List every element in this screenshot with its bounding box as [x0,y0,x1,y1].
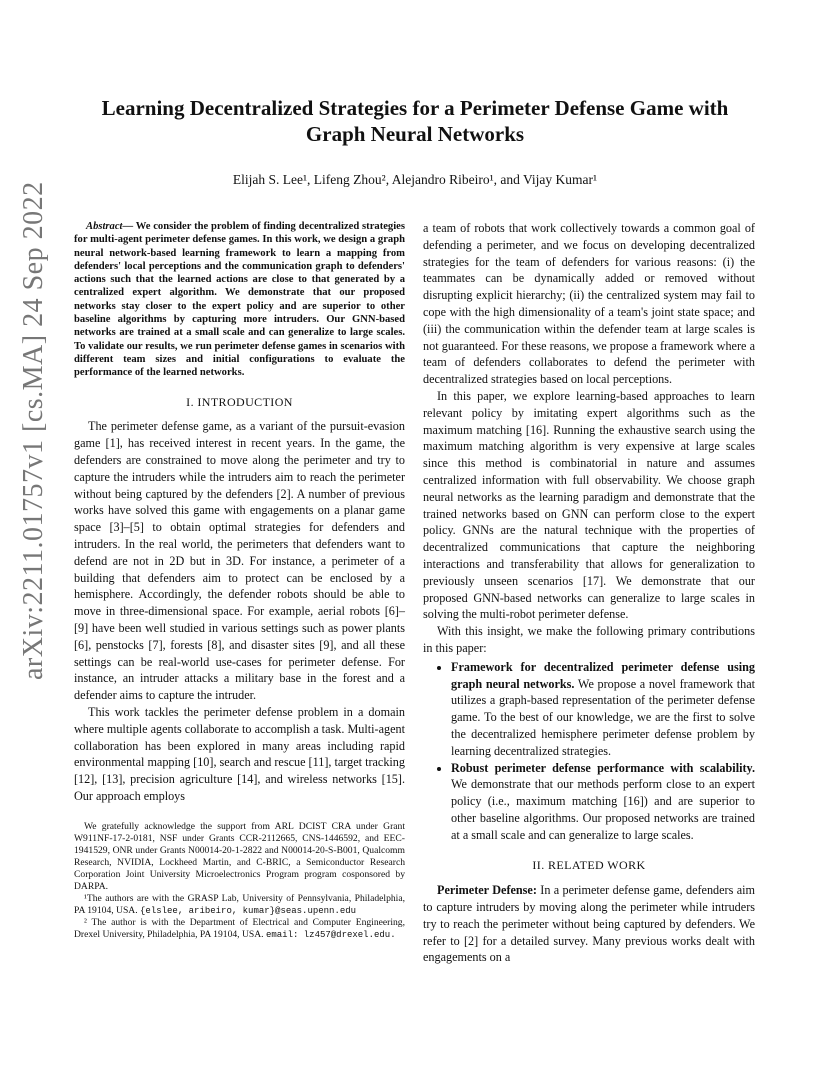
abstract [74,220,405,380]
author-list: Elijah S. Lee¹, Lifeng Zhou², Alejandro Ribeiro¹, and Vijay Kumar¹ [232,172,598,187]
paper-title: Learning Decentralized Strategies for a Perimeter Defense Game with Graph Neural Networks [101,96,729,146]
abstract-text: — We consider the problem of finding decentralized strategies for multi-agent perimeter defense games. In this work, we design a graph neural network-based learning framework to learn a mapping from defenders' local perceptions and the communication graph to defenders' actions such that the learned actions are close to that generated by a centralized expert algorithm. We demonstrate that our proposed networks stay closer to the expert policy and are superior to other baseline algorithms by capturing more intruders. Our GNN-based networks are trained at a small scale and can generalize to large scales. To validate our results, we run perimeter defense games in scenarios with different team sizes and initial configurations to evaluate the performance of the learned networks. [74,221,405,379]
intro-paragraph-1: The perimeter defense game, as a variant of the pursuit-evasion game [1], has received interest in recent years. In the game, the defenders are constrained to move along the perimeter and try to capture the intruders while the intruders aim to reach the perimeter without being captured by the defenders [2]. A number of previous works have solved this game with engagements on a planar game space [3]–[5] to obtain optimal strategies for defenders and intruders. In the real world, the perimeters that defenders want to defend are not in 2D but in 3D. For instance, a perimeter of a building that defenders aim to protect can be enclosed by a hemisphere. Accordingly, the defender robots should be able to move in three-dimensional space. For example, aerial robots [6]–[9] have been well studied in various settings such as power plants [6], penstocks [7], forests [8], and disaster sites [9], and all these settings can be real-world use-cases for perimeter defense. For instance, an intruder attacks a military base in the forest and a defender aims to capture the intruder. [74,419,405,703]
footnote-1-text: ¹The authors are with the GRASP Lab, University of Pennsylvania, Philadelphia, PA 19104, USA. [74,892,405,916]
footnote-1-email: {elslee, aribeiro, kumar}@seas.upenn.edu [140,905,357,916]
contributions-list [423,659,755,844]
footnote-2-email: email: lz457@drexel.edu. [265,929,396,940]
right-column [423,220,755,966]
intro-paragraph-5: With this insight, we make the following primary contributions in this paper: [423,624,755,655]
contribution-item-2 [451,760,755,844]
footnotes [74,821,405,941]
contribution-1-title: Framework for decentralized perimeter defense using graph neural networks. [451,659,755,691]
left-column [74,220,405,941]
related-work-subheading: Perimeter Defense: [437,883,537,898]
related-work-text: In a perimeter defense game, defenders aim to capture intruders by moving along the perimeter while intruders try to reach the perimeter without being captured by defenders. We refer to [2] for a detailed survey. Many previous works dealt with engagements on a [423,883,755,965]
contribution-1-text: We propose a novel framework that utilizes a graph-based representation of the perimeter defense game. To the best of our knowledge, we are the first to solve the decentralized hemisphere perimeter defense problem by learning decentralized strategies. [451,676,755,758]
intro-paragraph-4: In this paper, we explore learning-based approaches to learn relevant policy by imitating expert algorithms such as the maximum matching [16]. Running the exhaustive search using the maximum matching algorithm is very expensive at large scales since this method is combinatorial in nature and assumes centralized information with full observability. We choose graph neural networks as the learning paradigm and demonstrate that the trained networks based on GNN can perform close to the expert policy. GNNs are the natural technique with the properties of decentralized communications that capture the neighboring interactions and transferability that allows for generalization to previously unseen scenarios [17]. We demonstrate that our proposed GNN-based networks can generalize to large scales in solving the multi-robot perimeter defense. [423,388,755,622]
footnote-2 [74,917,405,941]
intro-paragraph-2: This work tackles the perimeter defense problem in a domain where multiple agents collaborate to accomplish a task. Multi-agent collaboration has been explored in many areas including rapid environmental mapping [10], search and rescue [11], target tracking [12], [13], precision agriculture [14], and wireless networks [15]. Our approach employs [74,704,405,803]
contribution-2-title: Robust perimeter defense performance with scalability. [451,760,755,775]
arxiv-identifier: arXiv:2211.01757v1 [cs.MA] 24 Sep 2022 [18,181,49,680]
footnote-acknowledgment: We gratefully acknowledge the support from ARL DCIST CRA under Grant W911NF-17-2-0181, NSF under Grants CCR-2112665, CNS-1446592, and EEC-1941529, ONR under Grants N00014-20-1-2822 and N00014-20-S-B001, Qualcomm Research, NVIDIA, Lockheed Martin, and C-BRIC, a Semiconductor Research Corporation Joint University Microelectronics Program program cosponsored by DARPA. [74,820,405,892]
intro-paragraph-3: a team of robots that work collectively towards a common goal of defending a perimeter, and we focus on developing decentralized strategies for the team of defenders for various reasons: (i) the teammates can be dynamically added or removed without disrupting explicit hierarchy; (ii) the centralized system may fail to cope with the high dimensionality of a team's joint state space; and (iii) the communication within the defender team at large scales is not guaranteed. For these reasons, we propose a framework where a team of defenders collaborates to defend the perimeter with decentralized strategies based on local perceptions. [423,221,755,387]
related-work-paragraph [423,882,755,966]
contribution-item-1 [451,659,755,760]
contribution-2-text: We demonstrate that our methods perform close to an expert policy (i.e., maximum matching [16]) and are superior to other baseline algorithms. Our proposed networks are trained at a small scale and can generalize to large scales. [451,777,755,842]
footnote-1 [74,893,405,917]
section-heading-introduction: I. INTRODUCTION [186,394,293,409]
abstract-label: Abstract [86,221,123,232]
footnote-2-text: ² The author is with the Department of Electrical and Computer Engineering, Drexel University, Philadelphia, PA 19104, USA. [74,916,405,940]
section-heading-related-work: II. RELATED WORK [532,858,646,873]
